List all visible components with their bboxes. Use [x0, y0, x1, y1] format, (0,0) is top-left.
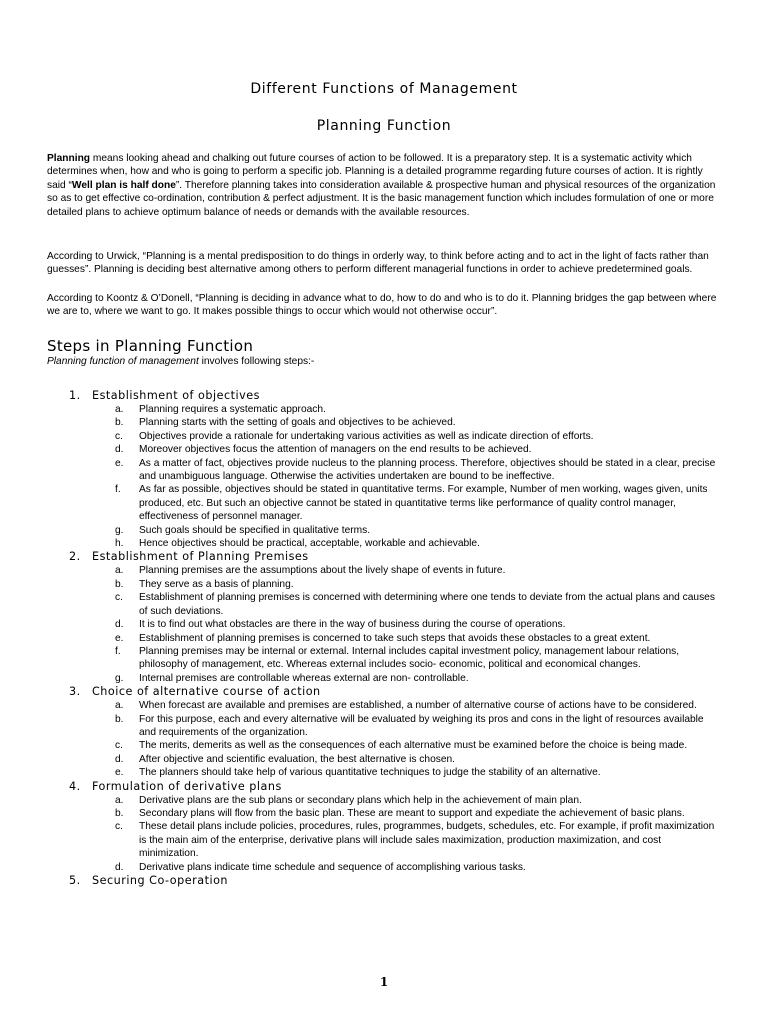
- point-text: Planning starts with the setting of goals and objectives to be achieved.: [139, 417, 456, 429]
- point-text: Moreover objectives focus the attention of managers on the end results to be achieved.: [139, 444, 532, 456]
- step-heading: [69, 685, 719, 699]
- point-text: It is to find out what obstacles are there in the way of business during the course of operations.: [139, 619, 566, 631]
- step-points: [69, 699, 719, 779]
- step-item: [69, 389, 719, 550]
- step-point: [69, 564, 719, 577]
- point-marker: a.: [115, 565, 124, 577]
- step-point: [69, 632, 719, 645]
- step-point: [69, 766, 719, 779]
- point-text: They serve as a basis of planning.: [139, 578, 294, 590]
- point-text: As a matter of fact, objectives provide nucleus to the planning process. Therefore, objectives should be stated in a clear, precise and unambiguous language. Otherwise the activities undertaken are bound to be ineffective.: [139, 457, 716, 483]
- point-text: After objective and scientific evaluation, the best alternative is chosen.: [139, 753, 455, 765]
- step-point: [69, 713, 719, 740]
- urwick-paragraph: According to Urwick, “Planning is a mental predisposition to do things in orderly way, to think before acting and to act in the light of facts rather than guesses”. Planning is deciding best alternative among others to perform different managerial functions in order to achieve predetermined goals.: [47, 251, 709, 276]
- point-marker: d.: [115, 619, 124, 631]
- point-text: Derivative plans indicate time schedule and sequence of accomplishing various tasks.: [139, 861, 526, 873]
- step-point: [69, 861, 719, 874]
- step-point: [69, 618, 719, 631]
- point-marker: a.: [115, 404, 124, 415]
- point-text: Derivative plans are the sub plans or secondary plans which help in the achievement of main plan.: [139, 794, 582, 806]
- point-marker: e.: [115, 632, 124, 644]
- step-title: Formulation of derivative plans: [92, 779, 282, 793]
- step-points: [69, 564, 719, 685]
- point-text: When forecast are available and premises are established, a number of alternative course of actions have to be considered.: [139, 700, 697, 712]
- steps-list: [69, 389, 719, 888]
- point-marker: e.: [115, 767, 124, 779]
- step-number: 1.: [69, 389, 81, 402]
- step-title: Establishment of Planning Premises: [92, 550, 309, 564]
- point-marker: b.: [115, 417, 124, 429]
- steps-intro: [47, 356, 314, 367]
- point-marker: g.: [115, 524, 124, 536]
- point-marker: c.: [115, 430, 123, 442]
- step-title: Establishment of objectives: [92, 389, 260, 402]
- point-marker: c.: [115, 821, 123, 833]
- point-marker: a.: [115, 794, 124, 806]
- point-marker: e.: [115, 457, 124, 469]
- step-heading: [69, 874, 719, 888]
- step-points: [69, 403, 719, 550]
- point-text: For this purpose, each and every alternative will be evaluated by weighing its pros and cons in the light of resources available and requirements of the organization.: [139, 713, 704, 738]
- step-item: [69, 550, 719, 685]
- point-marker: b.: [115, 807, 124, 819]
- step-number: 2.: [69, 550, 81, 564]
- point-text: Planning premises are the assumptions about the lively shape of events in future.: [139, 565, 506, 577]
- definition-text-2: ”. Therefore planning takes into consideration available & prospective human and physical resources of the organization so as to get effective co-ordination, contribution & perfect adjustment. It is the basic management function which includes formulation of one or more detailed plans to achieve optimum balance of needs or demands with the available resources.: [47, 179, 716, 218]
- step-point: [69, 524, 719, 537]
- step-point: [69, 578, 719, 591]
- step-item: [69, 874, 719, 888]
- point-text: Such goals should be specified in qualitative terms.: [139, 524, 371, 536]
- point-marker: d.: [115, 753, 124, 765]
- step-point: [69, 483, 719, 523]
- point-text: Hence objectives should be practical, acceptable, workable and achievable.: [139, 538, 480, 550]
- step-number: 4.: [69, 779, 81, 793]
- step-point: [69, 443, 719, 456]
- steps-intro-text: involves following steps:-: [198, 356, 315, 367]
- point-marker: a.: [115, 700, 124, 712]
- step-item: [69, 685, 719, 779]
- point-marker: d.: [115, 861, 124, 873]
- point-text: Planning requires a systematic approach.: [139, 404, 326, 415]
- point-marker: f.: [115, 484, 121, 496]
- step-point: [69, 807, 719, 820]
- point-marker: c.: [115, 740, 123, 752]
- document-title: Different Functions of Management: [250, 81, 518, 97]
- point-text: Establishment of planning premises is concerned to take such steps that avoids these obstacles to a great extent.: [139, 632, 651, 644]
- step-item: [69, 780, 719, 874]
- step-point: [69, 457, 719, 484]
- step-point: [69, 794, 719, 807]
- step-point: [69, 820, 719, 860]
- point-text: Objectives provide a rationale for undertaking various activities as well as indicate direction of efforts.: [139, 430, 594, 442]
- step-title: Securing Co-operation: [92, 874, 229, 887]
- page-number: 1: [379, 975, 389, 989]
- step-point: [69, 672, 719, 685]
- document-subtitle: Planning Function: [316, 118, 452, 134]
- point-text: The merits, demerits as well as the consequences of each alternative must be examined before the choice is being made.: [139, 740, 688, 752]
- step-title: Choice of alternative course of action: [92, 685, 321, 699]
- step-point: [69, 591, 719, 618]
- koontz-paragraph: According to Koontz & O’Donell, “Planning is deciding in advance what to do, how to do and who is to do it. Planning bridges the gap between where we are to, where we want to go. It makes possible things to occur which would not otherwise occur”.: [47, 293, 717, 318]
- step-point: [69, 739, 719, 752]
- step-points: [69, 794, 719, 874]
- step-number: 3.: [69, 685, 81, 699]
- point-marker: d.: [115, 444, 124, 456]
- point-text: Planning premises may be internal or external. Internal includes capital investment policy, management labour relations, philosophy of management, etc. Whereas external includes socio- economic, political and economical changes.: [139, 645, 680, 671]
- point-text: As far as possible, objectives should be stated in quantitative terms. For example, Number of men working, wages given, units produced, etc. But such an objective cannot be stated in quantitative terms like performance of quality control manager, effectiveness of personnel manager.: [139, 484, 708, 523]
- point-marker: b.: [115, 713, 124, 725]
- step-heading: [69, 780, 719, 794]
- point-text: Secondary plans will flow from the basic plan. These are meant to support and expediate the achievement of basic plans.: [139, 807, 685, 819]
- steps-intro-italic: Planning function of management: [47, 356, 199, 367]
- step-point: [69, 430, 719, 443]
- point-marker: h.: [115, 538, 124, 550]
- step-point: [69, 699, 719, 712]
- point-text: These detail plans include policies, procedures, rules, programmes, budgets, schedules, etc. For example, if profit maximization is the main aim of the enterprise, derivative plans will include sales maximization, production maximization, and cost minimization.: [139, 821, 715, 860]
- point-text: Establishment of planning premises is concerned with determining where one tends to deviate from the actual plans and causes of such deviations.: [139, 592, 715, 617]
- step-number: 5.: [69, 874, 81, 887]
- section-heading: Steps in Planning Function: [47, 337, 254, 355]
- definition-term: Planning: [47, 153, 91, 164]
- point-marker: f.: [115, 645, 121, 657]
- definition-text-1: means looking ahead and chalking out future courses of action to be followed. It is a preparatory step. It is a systematic activity which determines when, how and who is going to perform a specific job. Planning is a detailed programme regarding future courses of action. It is rightly said “: [47, 153, 703, 191]
- point-marker: g.: [115, 672, 124, 684]
- step-point: [69, 645, 719, 672]
- step-point: [69, 416, 719, 429]
- point-marker: c.: [115, 592, 123, 604]
- step-point: [69, 403, 719, 416]
- point-text: Internal premises are controllable whereas external are non- controllable.: [139, 672, 469, 684]
- definition-paragraph: [47, 152, 717, 219]
- step-point: [69, 537, 719, 550]
- step-point: [69, 753, 719, 766]
- point-text: The planners should take help of various quantitative techniques to judge the stability of an alternative.: [139, 767, 601, 779]
- definition-emphasis: Well plan is half done: [71, 179, 176, 191]
- step-heading: [69, 389, 719, 403]
- step-heading: [69, 550, 719, 564]
- point-marker: b.: [115, 578, 124, 590]
